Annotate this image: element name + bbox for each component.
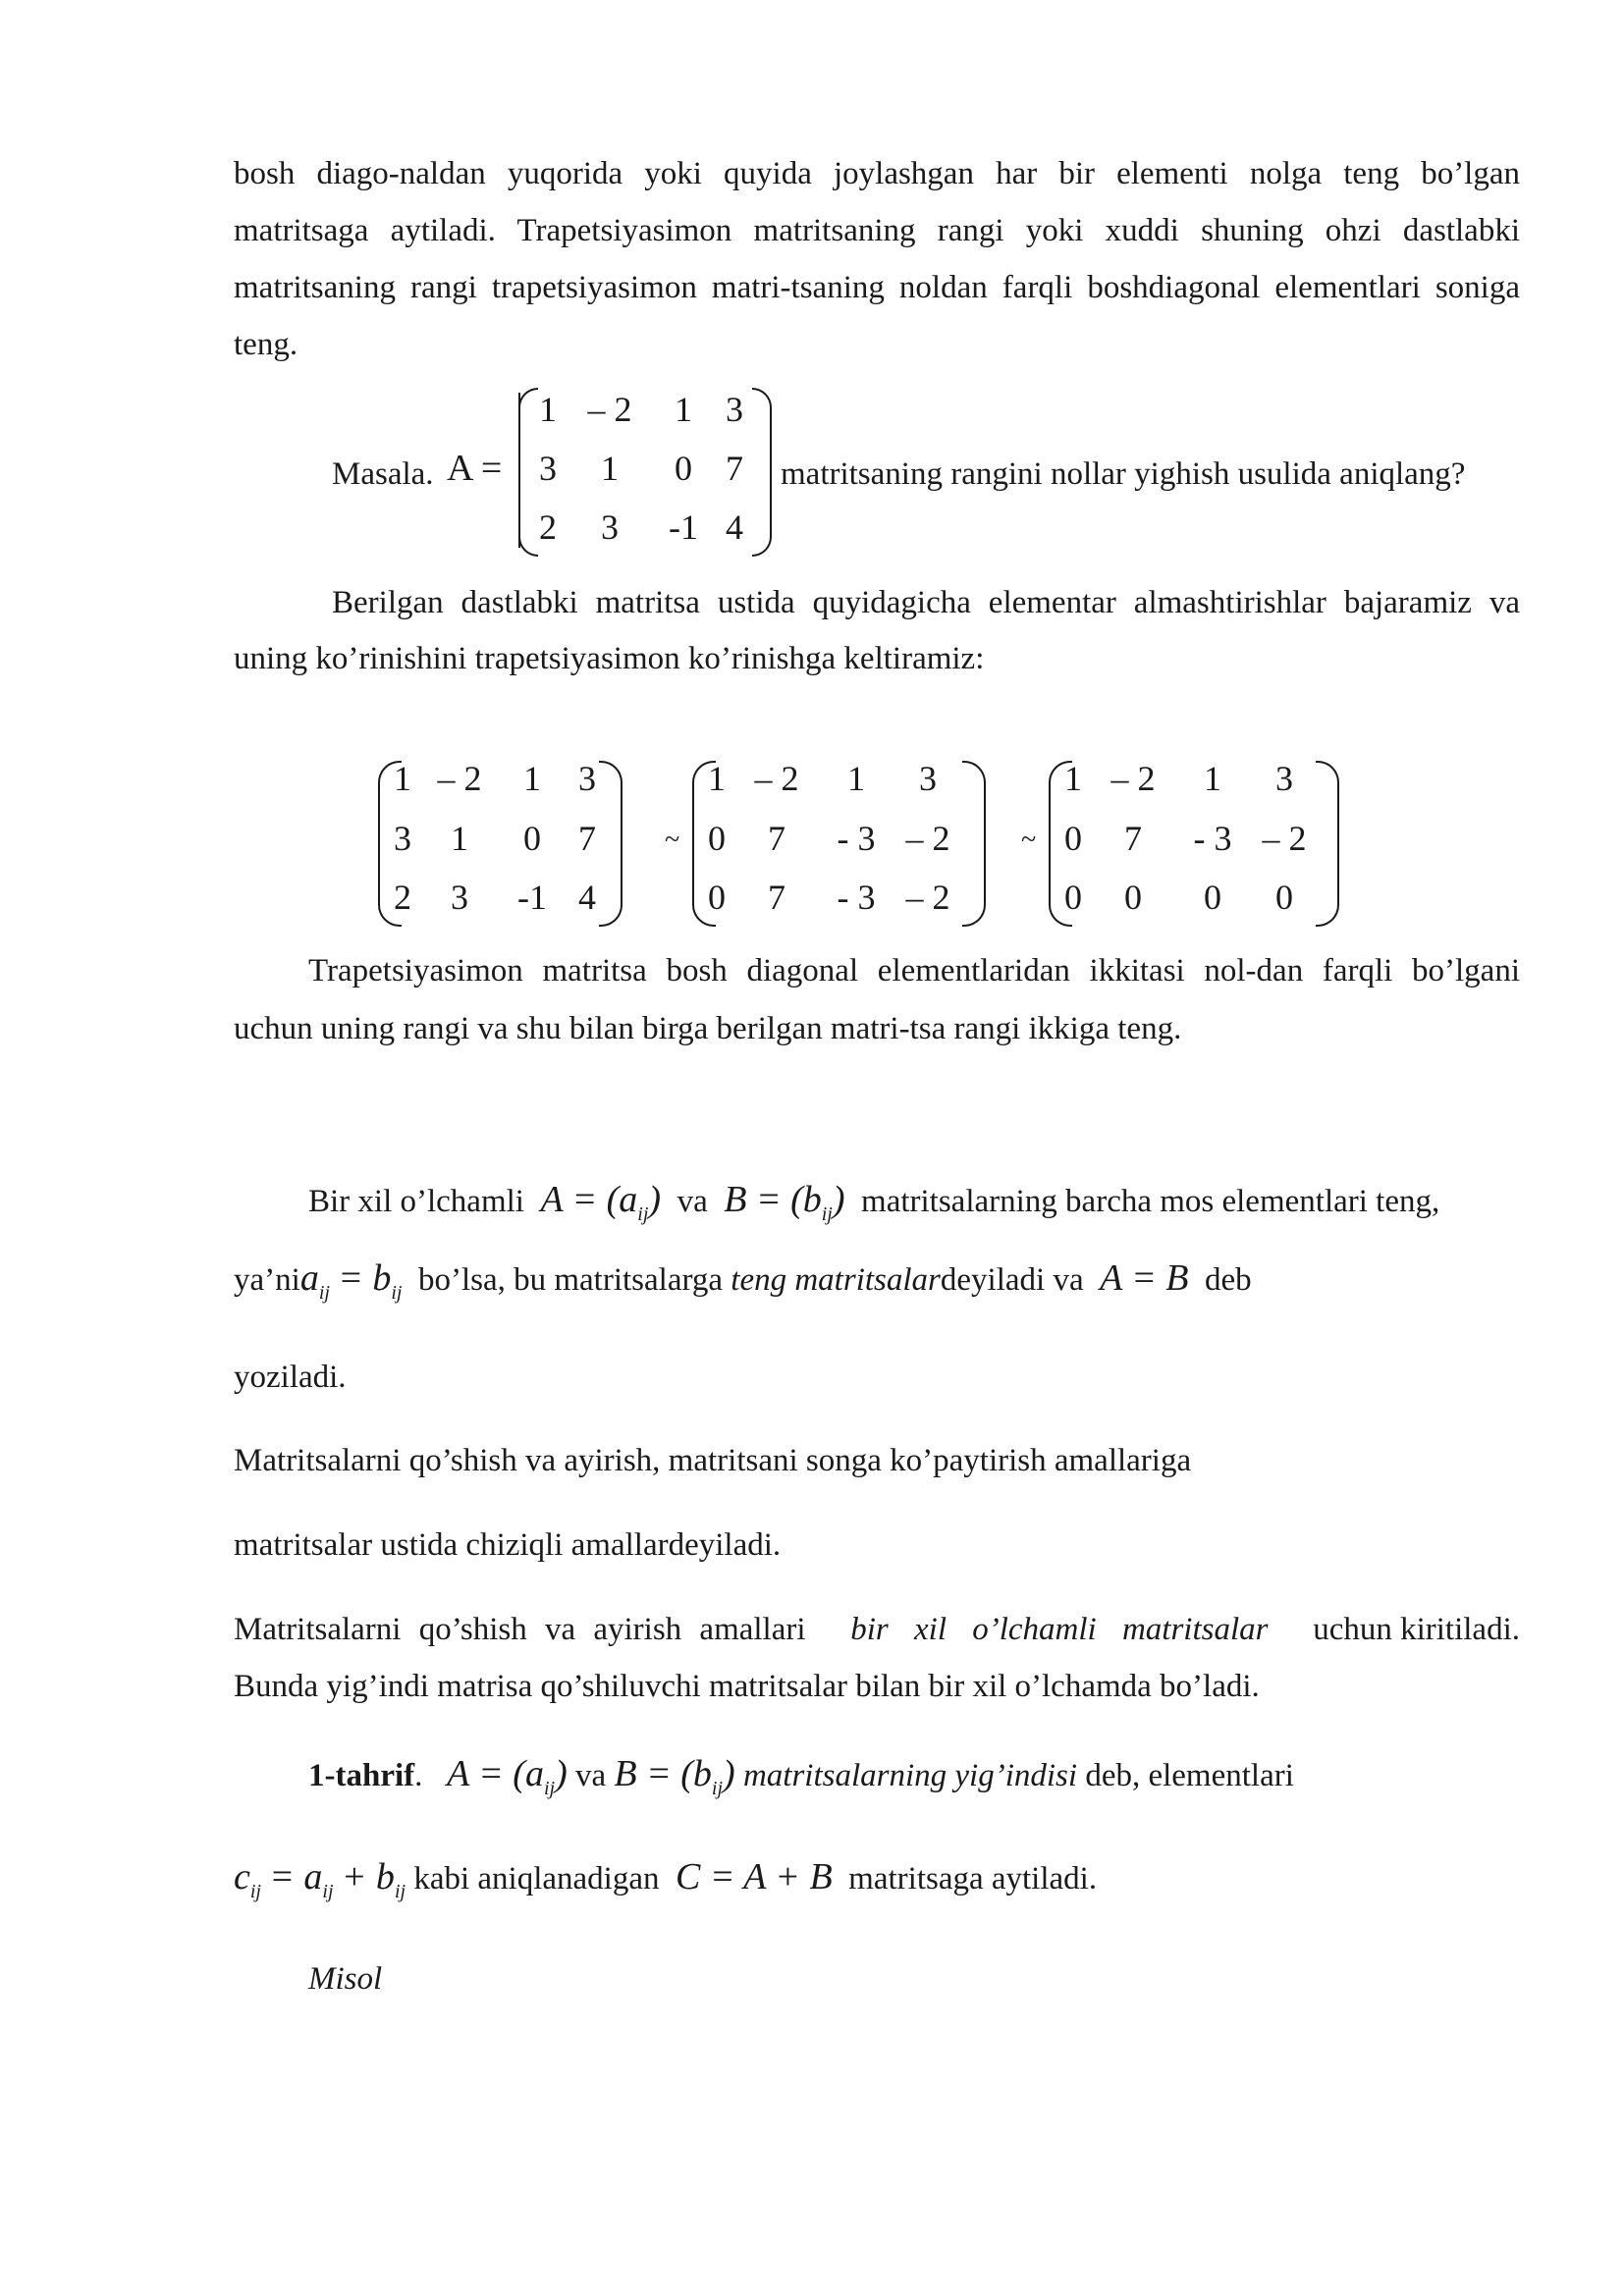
subscript: ij xyxy=(318,1282,330,1304)
definition-label: 1-tahrif xyxy=(308,1758,415,1793)
matrix-cell: 3 xyxy=(578,759,596,798)
paren-close: ) xyxy=(648,1179,662,1220)
matrix-cell: 1 xyxy=(523,759,541,798)
matrix-cell: 1 xyxy=(1204,759,1221,798)
term-italic: teng matritsalar xyxy=(731,1262,941,1298)
matrix-cell: 3 xyxy=(601,507,619,547)
equivalence-tilde: ~ xyxy=(665,825,680,855)
matrix-cell: -1 xyxy=(517,878,547,917)
matrix-cell: 0 xyxy=(1064,819,1082,858)
text: va xyxy=(677,1184,708,1219)
matrix-cell: 3 xyxy=(726,390,743,429)
matrix-cell: 1 xyxy=(1064,759,1082,798)
formula-b-ij: = b xyxy=(338,1257,392,1299)
matrix-cell: 0 xyxy=(708,819,726,858)
text: ya’ni xyxy=(234,1262,300,1298)
equal-def-line-3: yoziladi. xyxy=(234,1360,347,1395)
matrix-cell: – 2 xyxy=(437,759,482,798)
matrix-cell: 3 xyxy=(1275,759,1293,798)
matrix-cell: 3 xyxy=(451,878,468,917)
intro-line-3: matritsaning rangi trapetsiyasimon matri-tsaning noldan farqli boshdiagonal elementlari soniga xyxy=(234,270,1520,305)
matrix-cell: 7 xyxy=(578,819,596,858)
intro-line-1: bosh diago-naldan yuqorida yoki quyida joylashgan har bir elementi nolga teng bo’lgan xyxy=(234,156,1520,191)
explain-line-1: Berilgan dastlabki matritsa ustida quyidagicha elementar almashtirishlar bajaramiz va xyxy=(332,585,1520,620)
matrix-row xyxy=(1056,818,1319,859)
matrix-cell: 3 xyxy=(539,449,557,488)
formula-a-ij: = a xyxy=(269,1856,323,1897)
conclusion-line-1: Trapetsiyasimon matritsa bosh diagonal elementlaridan ikkitasi nol-dan farqli bo’lgani xyxy=(308,953,1520,988)
ops-line-1: Matritsalarni qo’shish va ayirish, matritsani songa ko’paytirish amallariga xyxy=(234,1443,1192,1478)
text: matritsalarning barcha mos elementlari teng, xyxy=(861,1184,1440,1219)
matrix-cell: – 2 xyxy=(587,390,632,429)
matrix-row xyxy=(1056,877,1319,918)
matrix-row xyxy=(530,507,756,548)
matrix-cell: 1 xyxy=(451,819,468,858)
equal-def-line-1 xyxy=(308,1178,1439,1226)
matrix-cell: 0 xyxy=(1064,878,1082,917)
formula-c-eq-a-plus-b: C = A + B xyxy=(675,1856,833,1897)
matrix-cell: 1 xyxy=(539,390,557,429)
ops-paragraph-line-1 xyxy=(234,1612,1520,1648)
m2-right-paren xyxy=(962,761,986,927)
text: deb, elementlari xyxy=(1085,1758,1294,1793)
formula-a: A = (a xyxy=(540,1179,638,1220)
matrix-row xyxy=(530,448,756,489)
intro-line-2: matritsaga aytiladi. Trapetsiyasimon matritsaning rangi yoki xuddi shuning ohzi dastlabki xyxy=(234,213,1520,248)
matrix-cell: 3 xyxy=(919,759,937,798)
definition-line-2 xyxy=(234,1855,1097,1903)
matrix-cell: -1 xyxy=(669,507,698,547)
text: matritsaga aytiladi. xyxy=(848,1861,1098,1896)
matrix-cell: - 3 xyxy=(1193,819,1232,858)
matrix-cell: 4 xyxy=(726,507,743,547)
matrix-row xyxy=(699,818,962,859)
equal-def-line-2 xyxy=(234,1256,1252,1305)
matrix-cell: 0 xyxy=(1204,878,1221,917)
matrix-row xyxy=(530,389,756,430)
matrix-cell: 2 xyxy=(539,507,557,547)
paren-close: ) xyxy=(832,1179,845,1220)
ops-line-2: matritsalar ustida chiziqli amallardeyiladi. xyxy=(234,1527,782,1563)
misol-heading: Misol xyxy=(308,1961,383,1997)
matrix-cell: 0 xyxy=(708,878,726,917)
matrix-cell: 3 xyxy=(394,819,411,858)
matrix-cell: 2 xyxy=(394,878,411,917)
matrix-cell: - 3 xyxy=(837,878,876,917)
matrix-row xyxy=(385,877,609,918)
formula-c-ij: c xyxy=(234,1856,250,1897)
text: uchun kiritiladi. xyxy=(1313,1612,1520,1647)
matrix-cell: 0 xyxy=(1275,878,1293,917)
formula-b-ij: + b xyxy=(341,1856,395,1897)
formula-a: A = (a xyxy=(447,1753,544,1794)
matrix-cell: 1 xyxy=(847,759,865,798)
definition-line-1 xyxy=(308,1752,1294,1800)
formula-a-eq-b: A = B xyxy=(1100,1257,1189,1299)
matrix-cell: 7 xyxy=(768,878,785,917)
formula-a-ij: a xyxy=(299,1257,319,1299)
matrix-row xyxy=(385,818,609,859)
matrix-cell: 1 xyxy=(394,759,411,798)
matrix-cell: 7 xyxy=(768,819,785,858)
subscript: ij xyxy=(391,1282,403,1304)
matrix-name-a: A = xyxy=(447,448,503,489)
formula-b: B = (b xyxy=(724,1179,822,1220)
text: Matritsalarni qo’shish va ayirish amallari xyxy=(234,1612,806,1647)
matrix-row xyxy=(1056,758,1319,799)
formula-b: B = (b xyxy=(614,1753,712,1794)
term-italic: bir xil o’lchamli matritsalar xyxy=(850,1612,1269,1647)
equivalence-tilde: ~ xyxy=(1021,825,1037,855)
text: Bir xil o’lchamli xyxy=(308,1184,524,1219)
text: deyiladi va xyxy=(940,1262,1084,1298)
term-italic: matritsalarning yig’indisi xyxy=(742,1758,1078,1793)
matrix-cell: 1 xyxy=(601,449,619,488)
matrix-row xyxy=(699,877,962,918)
matrix-cell: - 3 xyxy=(837,819,876,858)
masala-question: matritsaning rangini nollar yighish usulida aniqlang? xyxy=(781,456,1466,492)
intro-line-4: teng. xyxy=(234,327,298,362)
matrix-cell: – 2 xyxy=(754,759,799,798)
matrix-cell: – 2 xyxy=(905,878,950,917)
matrix-cell: 7 xyxy=(1124,819,1142,858)
subscript: ij xyxy=(711,1778,724,1799)
matrix-cell: 4 xyxy=(578,878,596,917)
text: kabi aniqlanadigan xyxy=(413,1861,660,1896)
masala-label: Masala. xyxy=(332,456,434,492)
subscript: ij xyxy=(637,1203,649,1225)
text: . xyxy=(414,1758,423,1793)
text: bo’lsa, bu matritsalarga xyxy=(417,1262,724,1298)
matrix-cell: – 2 xyxy=(905,819,950,858)
explain-line-2: uning ko’rinishini trapetsiyasimon ko’rinishga keltiramiz: xyxy=(234,641,985,676)
matrix-cell: 0 xyxy=(675,449,692,488)
matrix-cell: – 2 xyxy=(1110,759,1156,798)
matrix-row xyxy=(385,758,609,799)
conclusion-line-2: uchun uning rangi va shu bilan birga berilgan matri-tsa rangi ikkiga teng. xyxy=(234,1011,1182,1046)
paren-close: ) xyxy=(723,1753,735,1794)
subscript: ij xyxy=(821,1203,833,1225)
matrix-cell: 1 xyxy=(708,759,726,798)
subscript: ij xyxy=(543,1778,556,1799)
matrix-cell: 0 xyxy=(1124,878,1142,917)
subscript: ij xyxy=(394,1881,406,1902)
matrix-cell: – 2 xyxy=(1262,819,1307,858)
matrix-cell: 7 xyxy=(726,449,743,488)
ops-paragraph-line-2: Bunda yig’indi matrisa qo’shiluvchi matritsalar bilan bir xil o’lchamda bo’ladi. xyxy=(234,1669,1260,1704)
matrix-cell: 0 xyxy=(523,819,541,858)
text: deb xyxy=(1204,1262,1252,1298)
text: va xyxy=(575,1758,607,1793)
matrix-row xyxy=(699,758,962,799)
subscript: ij xyxy=(322,1881,334,1902)
paren-close: ) xyxy=(555,1753,568,1794)
matrix-cell: 1 xyxy=(675,390,692,429)
m3-right-paren xyxy=(1316,761,1339,927)
subscript: ij xyxy=(249,1881,261,1902)
